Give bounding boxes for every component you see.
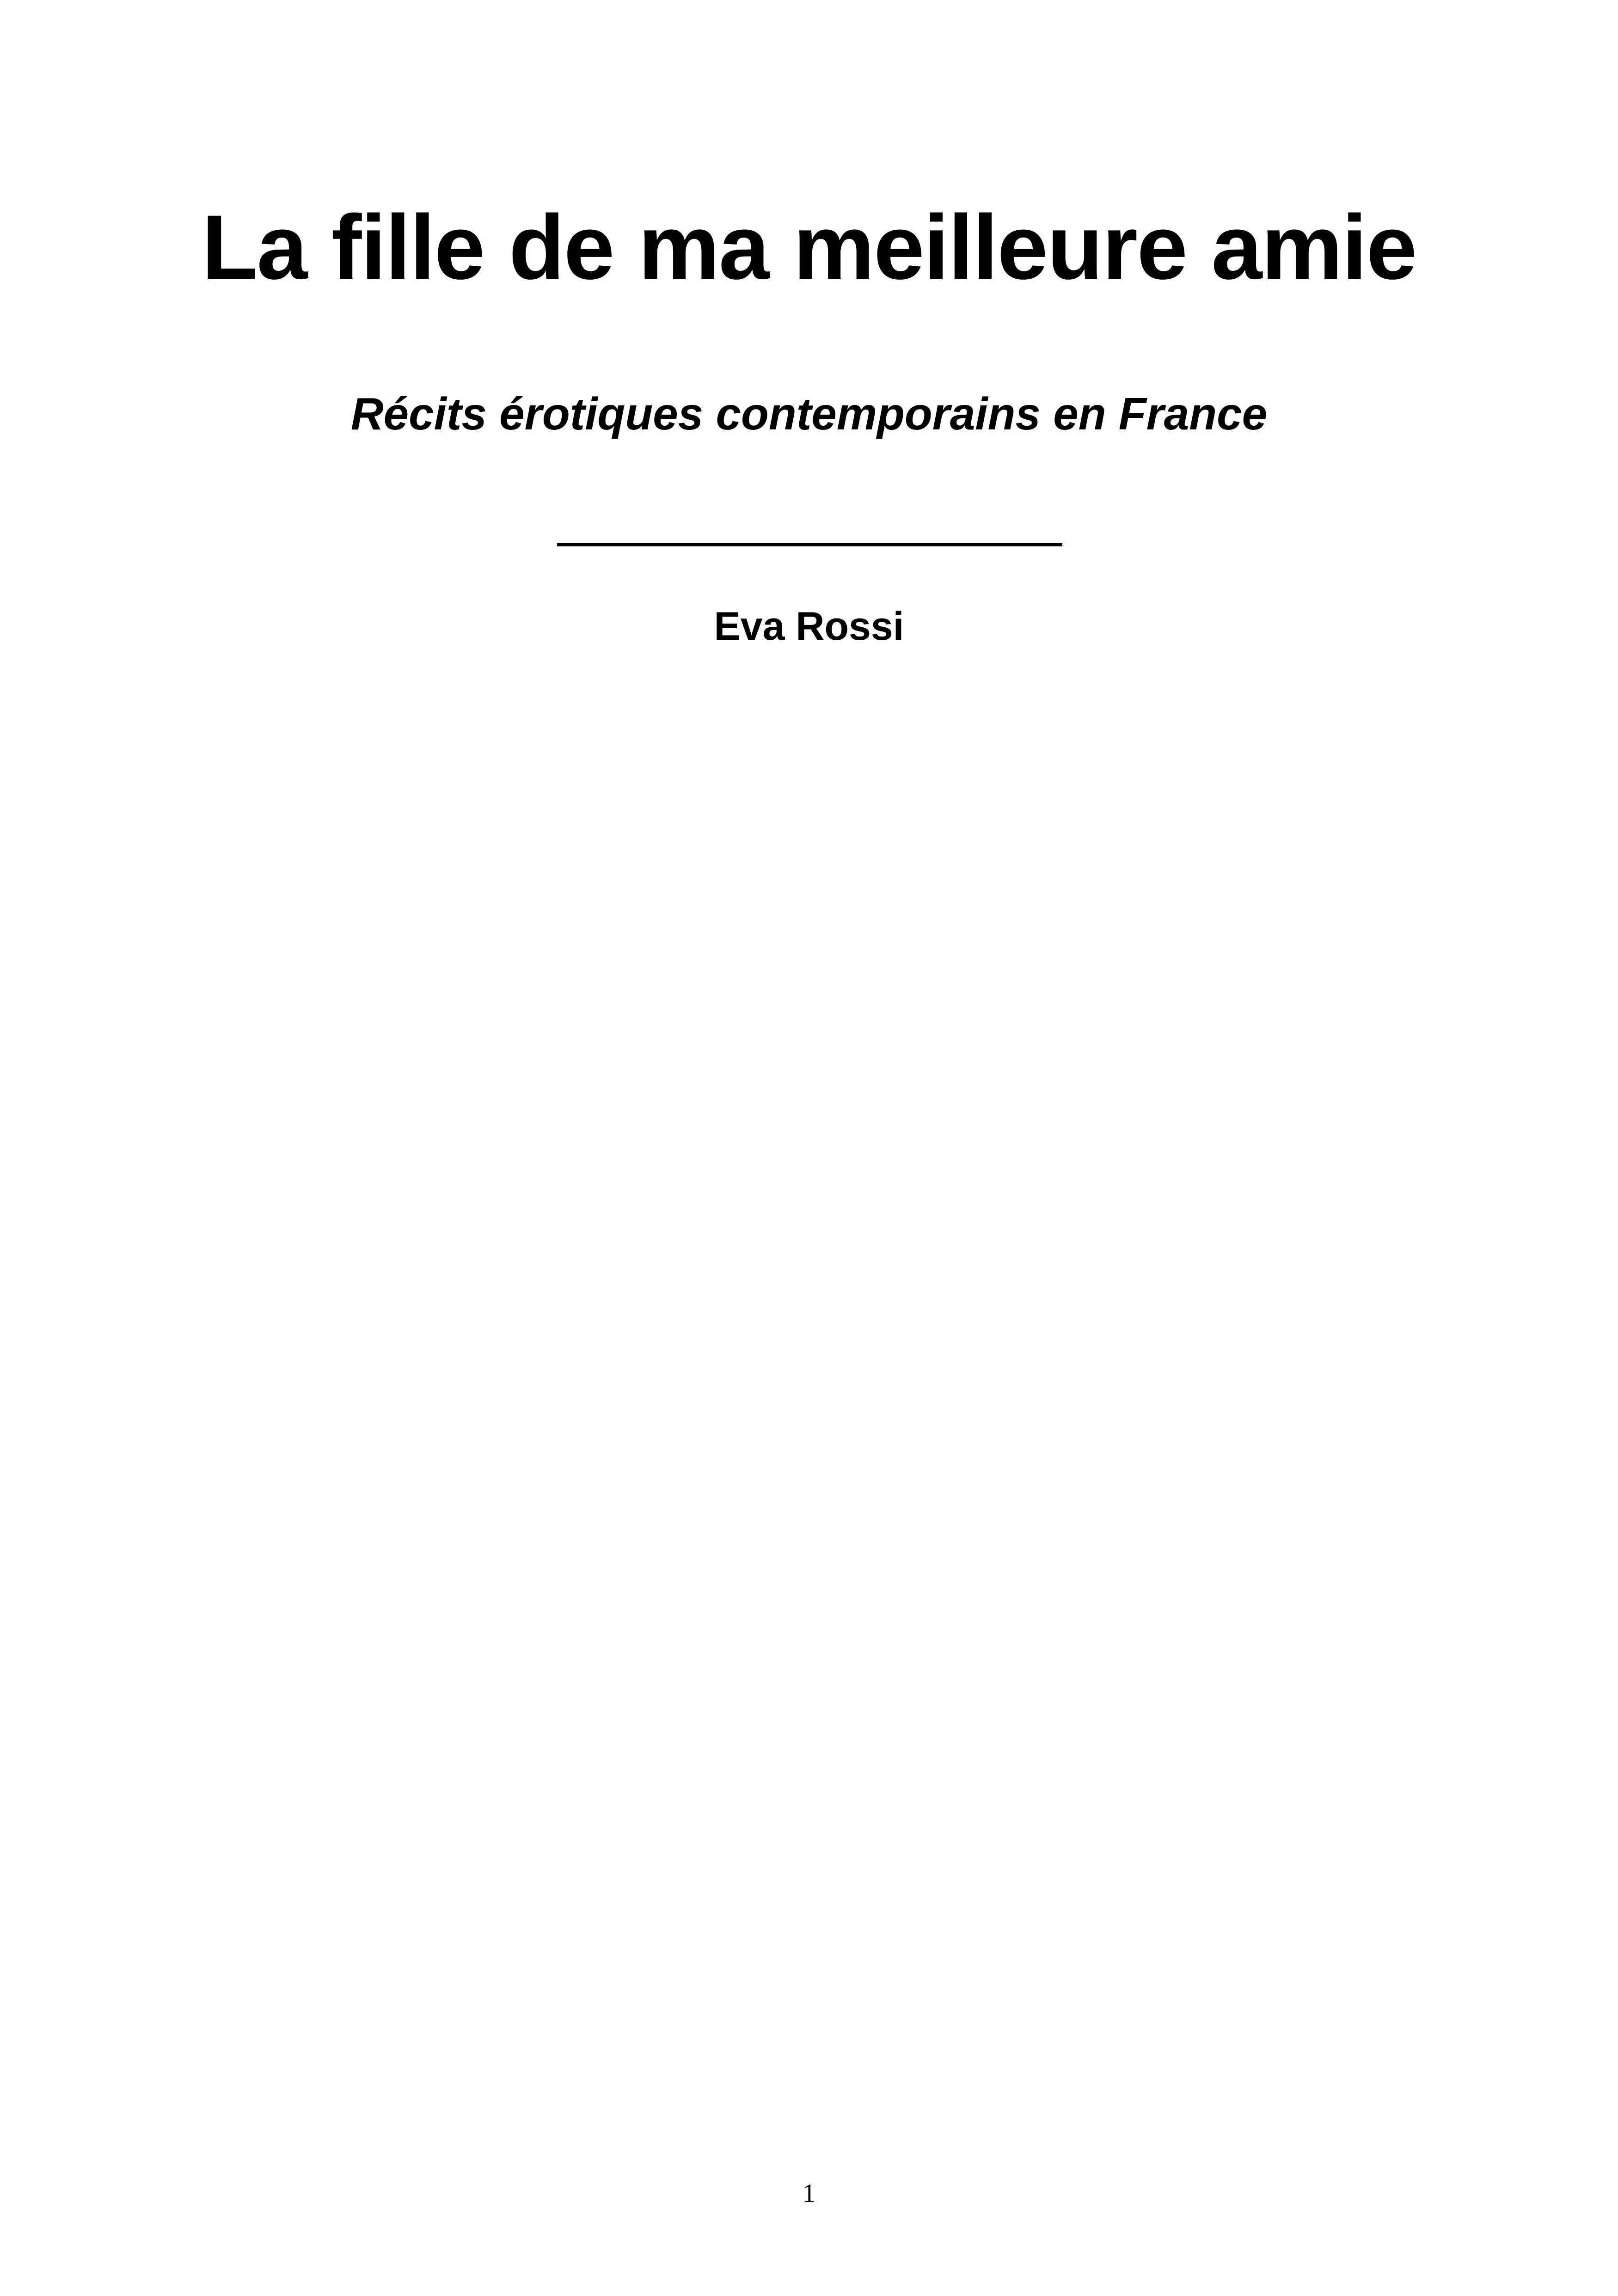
- divider-line: [557, 543, 1062, 546]
- book-subtitle: Récits érotiques contemporains en France: [350, 388, 1268, 439]
- author-name: Eva Rossi: [714, 604, 904, 649]
- page-number: 1: [803, 2179, 815, 2208]
- book-title: La fille de ma meilleure amie: [202, 196, 1416, 298]
